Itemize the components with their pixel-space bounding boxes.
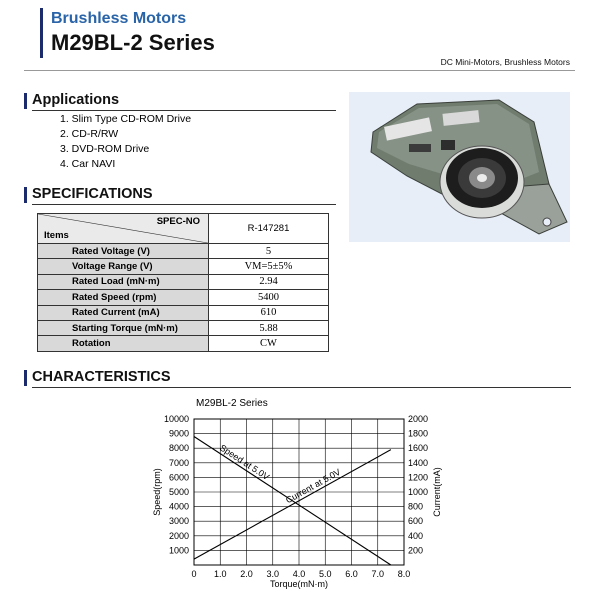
row-label: Rotation [38, 336, 209, 351]
series-label: Current at 5.0V [284, 466, 343, 506]
spec-no-label: SPEC-NO [156, 216, 200, 227]
x-tick-label: 8.0 [397, 569, 411, 579]
list-item: 2. CD-R/RW [60, 128, 119, 140]
list-item: 1. Slim Type CD-ROM Drive [60, 113, 192, 125]
applications-heading: Applications [32, 92, 120, 108]
y-tick-label: 5000 [168, 487, 189, 497]
y-tick-label: 2000 [168, 530, 189, 541]
specifications-heading: SPECIFICATIONS [32, 186, 153, 202]
row-label: Voltage Range (V) [38, 259, 209, 274]
x-tick-label: 5.0 [318, 569, 332, 579]
series-title: M29BL-2 Series [51, 30, 215, 55]
y2-tick-label: 1000 [408, 487, 429, 497]
y2-axis-label: Current(mA) [432, 467, 442, 517]
row-value: 5400 [209, 290, 329, 305]
row-value: 5.88 [209, 320, 329, 335]
y2-tick-label: 800 [408, 501, 424, 512]
y-tick-label: 8000 [168, 443, 189, 454]
x-tick-label: 2.0 [240, 569, 253, 579]
x-tick-label: 6.0 [345, 569, 358, 579]
row-value: VM=5±5% [209, 259, 329, 274]
y-tick-label: 9000 [168, 428, 189, 439]
y-axis-label: Speed(rpm) [152, 468, 162, 516]
row-label: Rated Load (mN·m) [38, 274, 209, 289]
y2-tick-label: 2000 [408, 414, 429, 424]
y-tick-label: 1000 [168, 545, 189, 556]
y-tick-label: 7000 [168, 457, 189, 468]
x-tick-label: 7.0 [371, 569, 385, 579]
row-label: Starting Torque (mN·m) [38, 320, 209, 335]
y2-tick-label: 1800 [408, 428, 429, 439]
row-label: Rated Voltage (V) [38, 244, 209, 259]
row-value: 2.94 [209, 274, 329, 289]
row-label: Rated Speed (rpm) [38, 290, 209, 305]
x-tick-label: 1.0 [213, 569, 227, 579]
list-item: 4. Car NAVI [60, 158, 116, 170]
y2-tick-label: 1400 [408, 457, 429, 468]
items-label: Items [44, 230, 69, 241]
category-note: DC Mini-Motors, Brushless Motors [440, 57, 570, 67]
characteristics-heading: CHARACTERISTICS [32, 369, 171, 385]
x-axis-label: Torque(mN·m) [269, 579, 329, 589]
spec-no-value: R-147281 [209, 214, 329, 244]
y-tick-label: 4000 [168, 501, 189, 512]
y2-tick-label: 1200 [408, 472, 429, 483]
y-tick-label: 6000 [168, 472, 189, 483]
row-value: 610 [209, 305, 329, 320]
series-label: Speed at 5.0V [217, 442, 272, 483]
y2-tick-label: 1600 [408, 443, 429, 454]
y2-tick-label: 400 [408, 530, 424, 541]
list-item: 3. DVD-ROM Drive [60, 143, 150, 155]
chart-title: M29BL-2 Series [196, 398, 268, 409]
x-tick-label: 4.0 [292, 569, 306, 579]
y-tick-label: 10000 [163, 414, 189, 424]
y2-tick-label: 600 [408, 516, 424, 527]
row-value: CW [209, 336, 329, 351]
y2-tick-label: 200 [408, 545, 424, 556]
y-tick-label: 3000 [168, 516, 189, 527]
row-label: Rated Current (mA) [38, 305, 209, 320]
x-tick-label: 0 [191, 569, 197, 579]
x-tick-label: 3.0 [266, 569, 280, 579]
category-title: Brushless Motors [51, 10, 187, 27]
row-value: 5 [209, 244, 329, 259]
